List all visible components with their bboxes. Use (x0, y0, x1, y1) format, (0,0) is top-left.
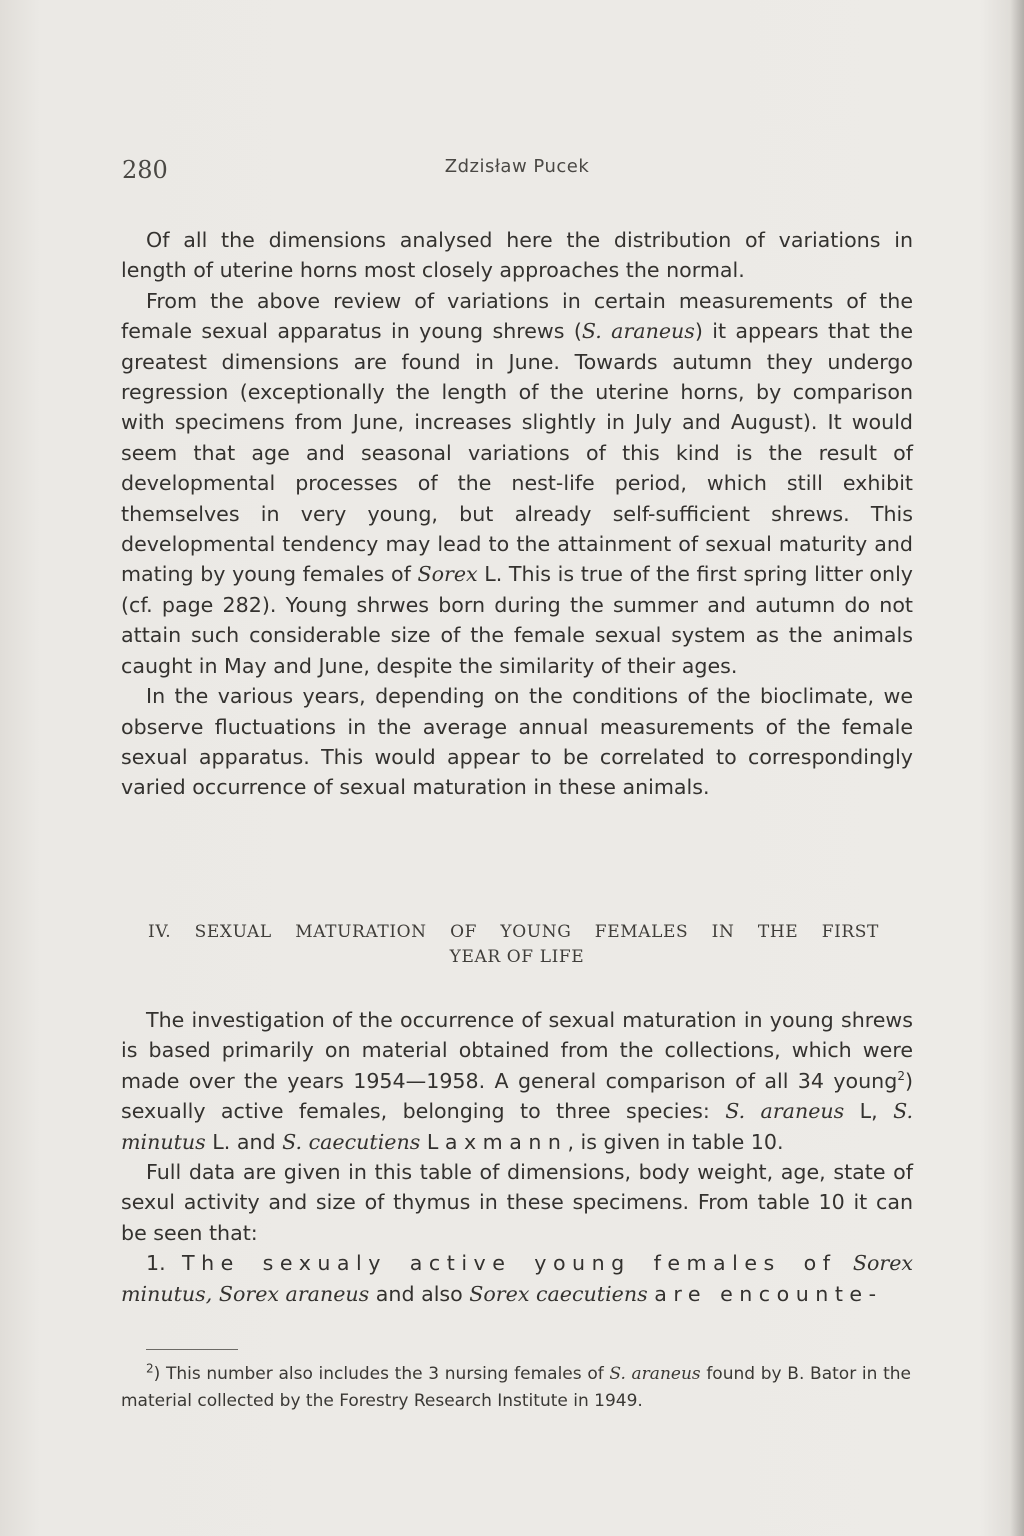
species-name: S. araneus (725, 1099, 845, 1124)
paragraph-1: Of all the dimensions analysed here the distribution of variations in length of uterine horns most closely approaches the normal. (121, 228, 913, 283)
page-edge-shadow (1010, 0, 1024, 1536)
paragraph-5: Full data are given in this table of dimensions, body weight, age, state of sexul activity and size of thymus in these specimens. From table 10 it can be seen that: (121, 1160, 913, 1245)
species-name: Sorex minutus, Sorex araneus (121, 1251, 914, 1306)
species-name: Sorex caecutiens (469, 1281, 648, 1306)
footnote-marker: 2 (146, 1361, 154, 1376)
body-text-upper (121, 225, 913, 803)
spaced-emphasis: The sexualy active young females of (182, 1251, 837, 1276)
species-name: S. minutus (121, 1099, 913, 1154)
paragraph-3: In the various years, depending on the conditions of the bioclimate, we observe fluctuations in the average annual measurements of the female sexual apparatus. This would appear to be correlated to correspondingly varied occurrence of sexual maturation in these animals. (121, 684, 913, 800)
species-name: S. caecutiens (282, 1129, 421, 1154)
paragraph-2: From the above review of variations in certain measurements of the female sexual apparatus in young shrews (S. araneus) it appears that the greatest dimensions are found in June. Towards autumn they undergo regression (exceptionally the length of the uterine horns, by comparison with specimens from June, increases slightly in July and August). It would seem that age and seasonal variations of this kind is the result of developmental processes of the nest-life period, which still exhibit themselves in very young, but already self-sufficient shrews. This developmental tendency may lead to the attainment of sexual maturity and mating by young females of Sorex L. This is true of the first spring litter only (cf. page 282). Young shrwes born during the summer and autumn do not attain such considerable size of the female sexual system as the animals caught in May and June, despite the similarity of their ages. (121, 288, 913, 678)
paragraph-6: 1. The sexualy active young females of Sorex minutus, Sorex araneus and also Sorex caecutiens are encounte- (121, 1251, 914, 1306)
footnote-rule (146, 1349, 238, 1350)
page-number: 280 (122, 156, 168, 184)
footnote-reference: 2 (897, 1068, 905, 1083)
paragraph-4: The investigation of the occurrence of sexual maturation in young shrews is based primarily on material obtained from the collections, which were made over the years 1954—1958. A general comparison of all 34 young$^2$) sexually active females, belonging to three species: S. araneus L, S. minutus L. and S. caecutiens Laxmann, is given in table 10. (121, 1008, 913, 1154)
section-heading (121, 920, 913, 970)
genus-name: Sorex (417, 562, 478, 587)
species-name: S. araneus (609, 1364, 701, 1384)
footnote: $^2$) This number also includes the 3 nursing females of S. araneus found by B. Bator in the material collected by the Forestry Research Institute in 1949. (121, 1361, 911, 1411)
section-heading-line-2: YEAR OF LIFE (449, 947, 585, 967)
page-header (122, 150, 912, 186)
spaced-emphasis: are encounte- (654, 1281, 883, 1306)
section-heading-line-1: IV. SEXUAL MATURATION OF YOUNG FEMALES IN THE FIRST (148, 922, 879, 942)
body-text-lower (121, 1005, 913, 1309)
running-head-author: Zdzisław Pucek (444, 156, 590, 177)
species-author: Laxmann (426, 1129, 568, 1154)
species-name: S. araneus (581, 319, 695, 344)
